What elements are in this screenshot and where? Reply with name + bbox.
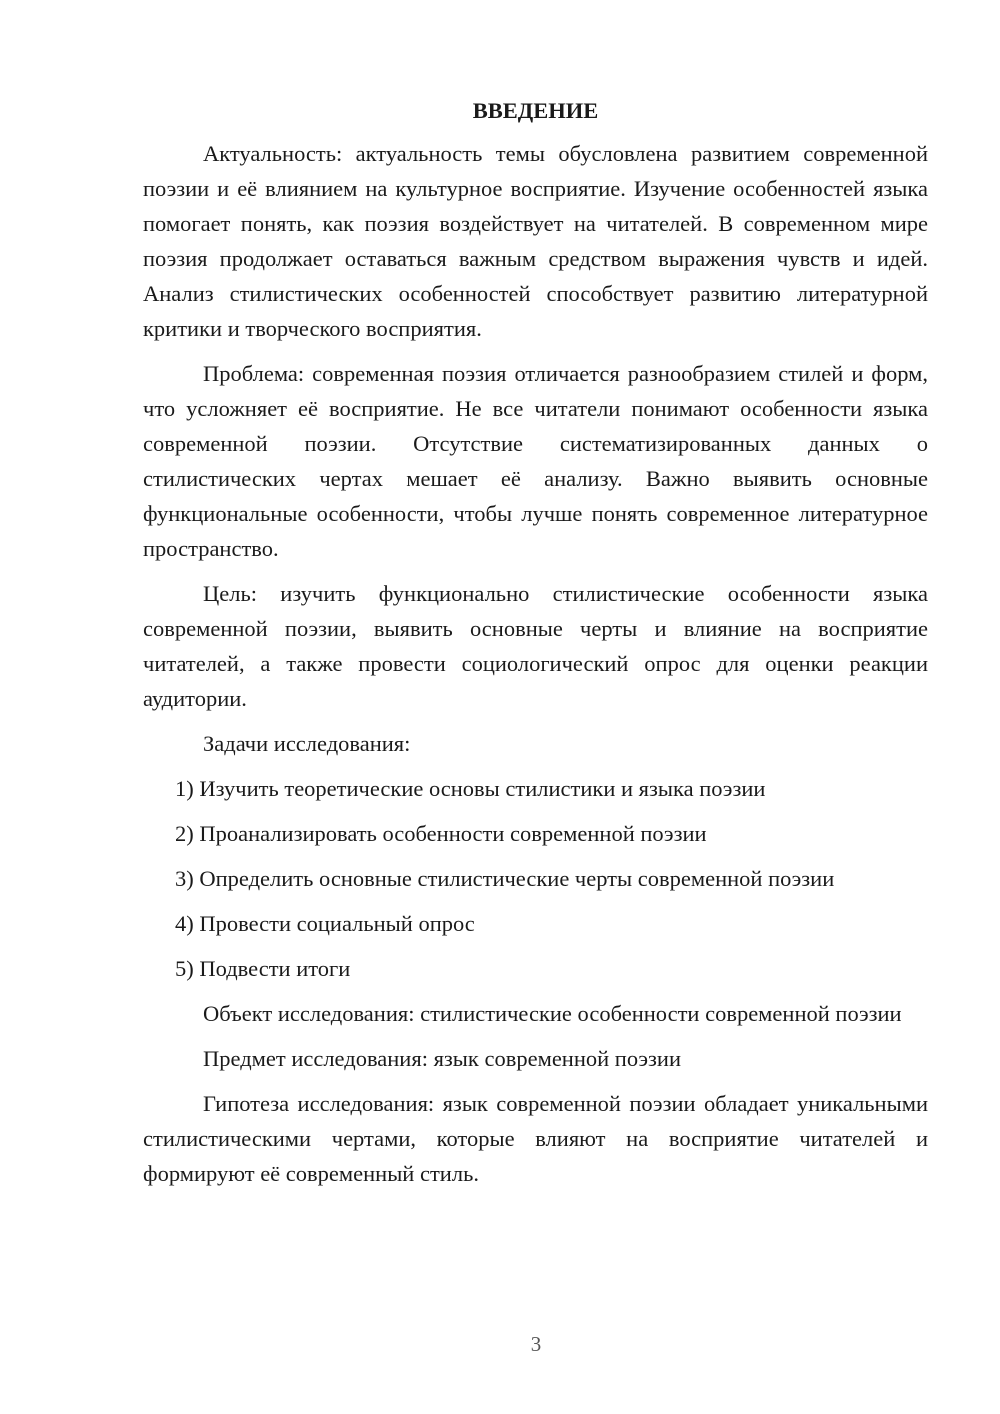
document-page bbox=[143, 96, 928, 1201]
relevance-paragraph: Актуальность: актуальность темы обусловлена развитием современной поэзии и её влиянием на культурное восприятие. Изучение особенностей языка помогает понять, как поэзия воздействует на читателей. В современном мире поэзия продолжает оставаться важным средством выражения чувств и идей. Анализ стилистических особенностей способствует развитию литературной критики и творческого восприятия. bbox=[143, 141, 928, 341]
problem-paragraph: Проблема: современная поэзия отличается разнообразием стилей и форм, что усложняет её восприятие. Не все читатели понимают особенности языка современной поэзии. Отсутствие систематизированных данных о стилистических чертах мешает её анализу. Важно выявить основные функциональные особенности, чтобы лучше понять современное литературное пространство. bbox=[143, 361, 928, 561]
list-item: 5) Подвести итоги bbox=[175, 956, 351, 981]
page-title: ВВЕДЕНИЕ bbox=[472, 98, 599, 123]
tasks-heading: Задачи исследования: bbox=[203, 731, 411, 756]
subject-paragraph: Предмет исследования: язык современной поэзии bbox=[203, 1046, 681, 1071]
hypothesis-paragraph: Гипотеза исследования: язык современной поэзии обладает уникальными стилистическими чертами, которые влияют на восприятие читателей и формируют её современный стиль. bbox=[143, 1091, 928, 1186]
list-item: 2) Проанализировать особенности современной поэзии bbox=[175, 821, 707, 846]
list-item: 1) Изучить теоретические основы стилистики и языка поэзии bbox=[175, 776, 766, 801]
object-paragraph: Объект исследования: стилистические особенности современной поэзии bbox=[203, 1001, 902, 1026]
list-item: 3) Определить основные стилистические черты современной поэзии bbox=[175, 866, 835, 891]
list-item: 4) Провести социальный опрос bbox=[175, 911, 475, 936]
goal-paragraph: Цель: изучить функционально стилистические особенности языка современной поэзии, выявить основные черты и влияние на восприятие читателей, а также провести социологический опрос для оценки реакции аудитории. bbox=[143, 581, 928, 711]
tasks-list bbox=[143, 771, 928, 986]
page-number: 3 bbox=[530, 1332, 542, 1356]
